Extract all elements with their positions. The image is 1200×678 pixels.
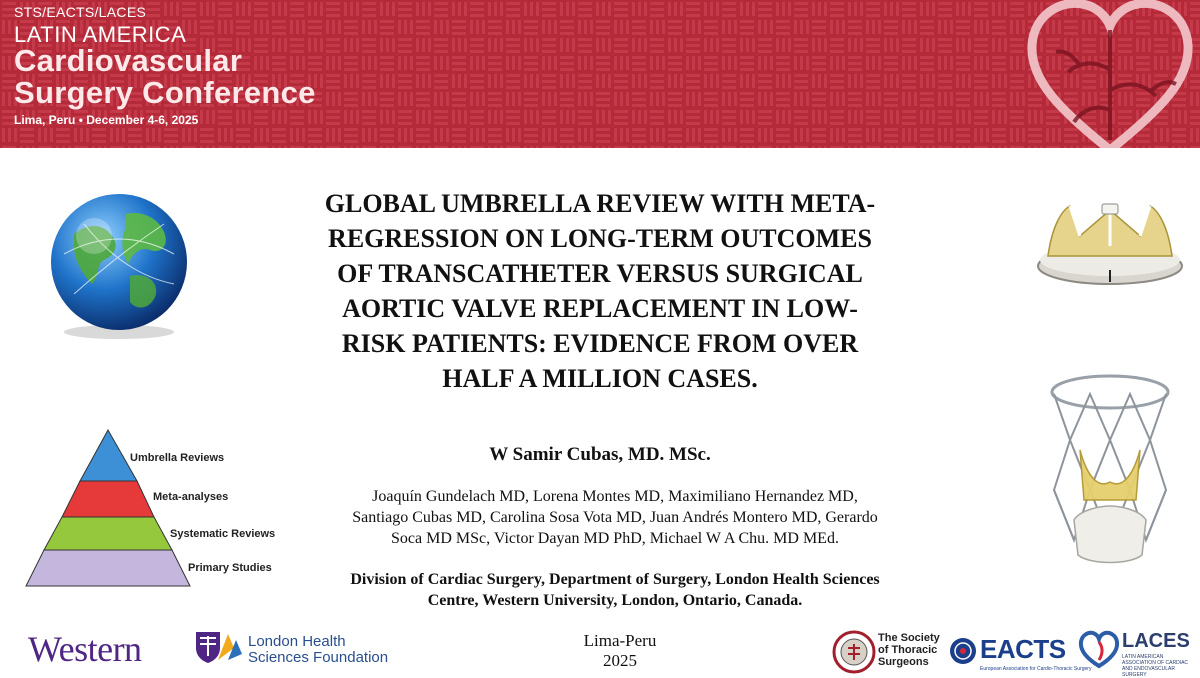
year: 2025 [603,651,637,670]
banner-organizations: STS/EACTS/LACES [14,4,147,20]
pyramid-level-meta [62,481,154,517]
title-line: OF TRANSCATHETER VERSUS SURGICAL [337,259,863,288]
western-wordmark: Western [28,629,142,669]
sts-wordmark [878,632,958,668]
coauthor-list [300,486,930,549]
lhsf-mark-icon [214,630,244,664]
title-line: AORTIC VALVE REPLACEMENT IN LOW- [342,294,858,323]
pyramid-label: Primary Studies [188,562,272,574]
eacts-subtitle: European Association for Cardio-Thoracic Surgery [980,666,1092,672]
place-and-year [520,631,720,671]
pyramid-level-systematic [44,517,172,550]
affiliation-line: Division of Cardiac Surgery, Department of Surgery, London Health Sciences [350,571,880,588]
coauthor-line: Soca MD MSc, Victor Dayan MD PhD, Michael W A Chu. MD MEd. [391,530,839,547]
title-line: REGRESSION ON LONG-TERM OUTCOMES [328,224,872,253]
banner-title-line1: Cardiovascular [14,43,243,78]
surgical-valve-icon [1030,196,1190,296]
lhsf-line: London Health [248,633,346,650]
affiliation [295,569,935,611]
presenter-name: W Samir Cubas, MD. MSc. [489,444,711,465]
title-line: GLOBAL UMBRELLA REVIEW WITH META- [324,189,876,218]
coauthor-line: Joaquín Gundelach MD, Lorena Montes MD, Maximiliano Hernandez MD, [372,488,858,505]
banner-region: LATIN AMERICA [14,22,187,47]
title-line: RISK PATIENTS: EVIDENCE FROM OVER [341,329,859,358]
heart-icon [1020,0,1200,148]
evidence-pyramid [20,426,290,596]
conference-banner [0,0,1200,148]
eacts-seal-icon [948,636,978,666]
pyramid-level-umbrella [80,430,137,481]
transcatheter-valve-icon [1040,370,1180,570]
laces-heart-icon [1078,630,1120,670]
pyramid-label: Systematic Reviews [170,528,276,540]
pyramid-level-primary [26,550,190,586]
sts-line: of Thoracic [878,644,938,656]
pyramid-label: Meta-analyses [153,491,229,503]
lhsf-wordmark [248,634,398,666]
place: Lima-Peru [583,631,657,650]
pyramid-label: Umbrella Reviews [130,452,225,464]
laces-subtitle: LATIN AMERICAN ASSOCIATION OF CARDIAC AND ENDOVASCULAR SURGERY [1122,654,1189,678]
title-line: HALF A MILLION CASES. [442,364,758,393]
sts-line: Surgeons [878,656,929,668]
eacts-wordmark: EACTS [980,634,1066,664]
banner-location-date: Lima, Peru • December 4-6, 2025 [14,113,199,127]
sts-line: The Society [878,632,940,644]
affiliation-line: Centre, Western University, London, Ontario, Canada. [427,592,803,609]
sts-seal-icon [832,630,876,674]
laces-wordmark: LACES [1122,630,1190,652]
presentation-title [260,186,940,396]
lhsf-line: Sciences Foundation [248,649,389,666]
globe-icon [34,184,204,344]
coauthor-line: Santiago Cubas MD, Carolina Sosa Vota MD, Juan Andrés Montero MD, Gerardo [352,509,878,526]
banner-title-line2: Surgery Conference [14,75,316,110]
